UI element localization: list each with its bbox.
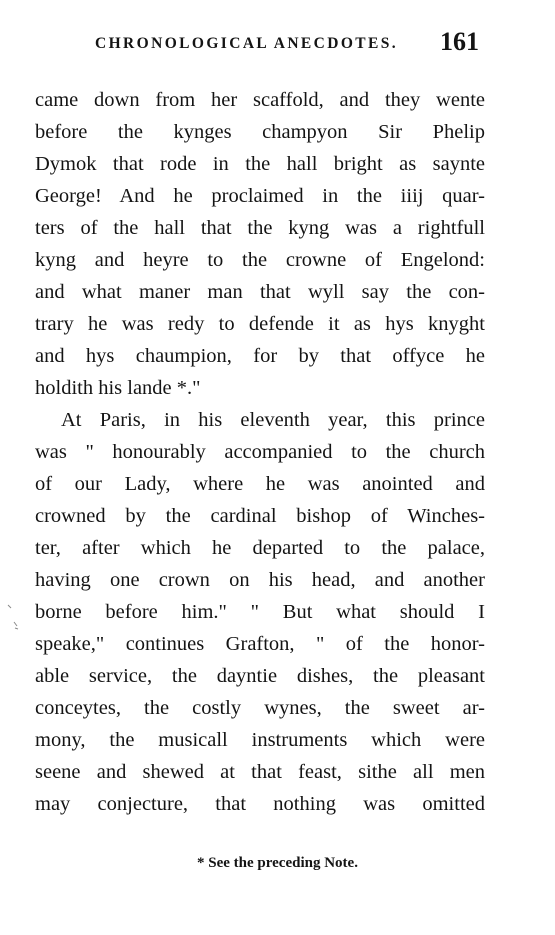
text-line: may conjecture, that nothing was omitted <box>35 793 485 815</box>
running-head <box>0 24 555 64</box>
text-line: before the kynges champyon Sir Phelip <box>35 121 485 143</box>
page-number: 161 <box>440 27 479 56</box>
text-line: crowned by the cardinal bishop of Winches- <box>35 505 485 527</box>
text-line: borne before him." " But what should I <box>35 601 485 623</box>
running-title: CHRONOLOGICAL ANECDOTES. <box>95 35 399 52</box>
text-line: ters of the hall that the kyng was a rightfull <box>35 217 485 239</box>
text-line: kyng and heyre to the crowne of Engelond: <box>35 249 485 271</box>
text-line: Dymok that rode in the hall bright as saynte <box>35 153 485 175</box>
text-line: and hys chaumpion, for by that offyce he <box>35 345 485 367</box>
text-line: ter, after which he departed to the palace, <box>35 537 485 559</box>
text-line: conceytes, the costly wynes, the sweet ar- <box>35 697 485 719</box>
text-line: able service, the dayntie dishes, the pleasant <box>35 665 485 687</box>
text-line: mony, the musicall instruments which were <box>35 729 485 751</box>
text-line: At Paris, in his eleventh year, this prince <box>61 409 485 431</box>
text-line: speake," continues Grafton, " of the honor- <box>35 633 485 655</box>
text-line: seene and shewed at that feast, sithe all men <box>35 761 485 783</box>
text-line: George! And he proclaimed in the iiij quar- <box>35 185 485 207</box>
text-line: came down from her scaffold, and they wente <box>35 89 485 111</box>
margin-mark <box>5 602 19 632</box>
text-line: was " honourably accompanied to the church <box>35 441 485 463</box>
text-line: having one crown on his head, and another <box>35 569 485 591</box>
footnote: * See the preceding Note. <box>197 855 358 871</box>
body-text <box>35 84 485 820</box>
text-line: of our Lady, where he was anointed and <box>35 473 485 495</box>
text-line: and what maner man that wyll say the con- <box>35 281 485 303</box>
text-line: holdith his lande *." <box>35 377 201 399</box>
text-line: trary he was redy to defende it as hys knyght <box>35 313 485 335</box>
